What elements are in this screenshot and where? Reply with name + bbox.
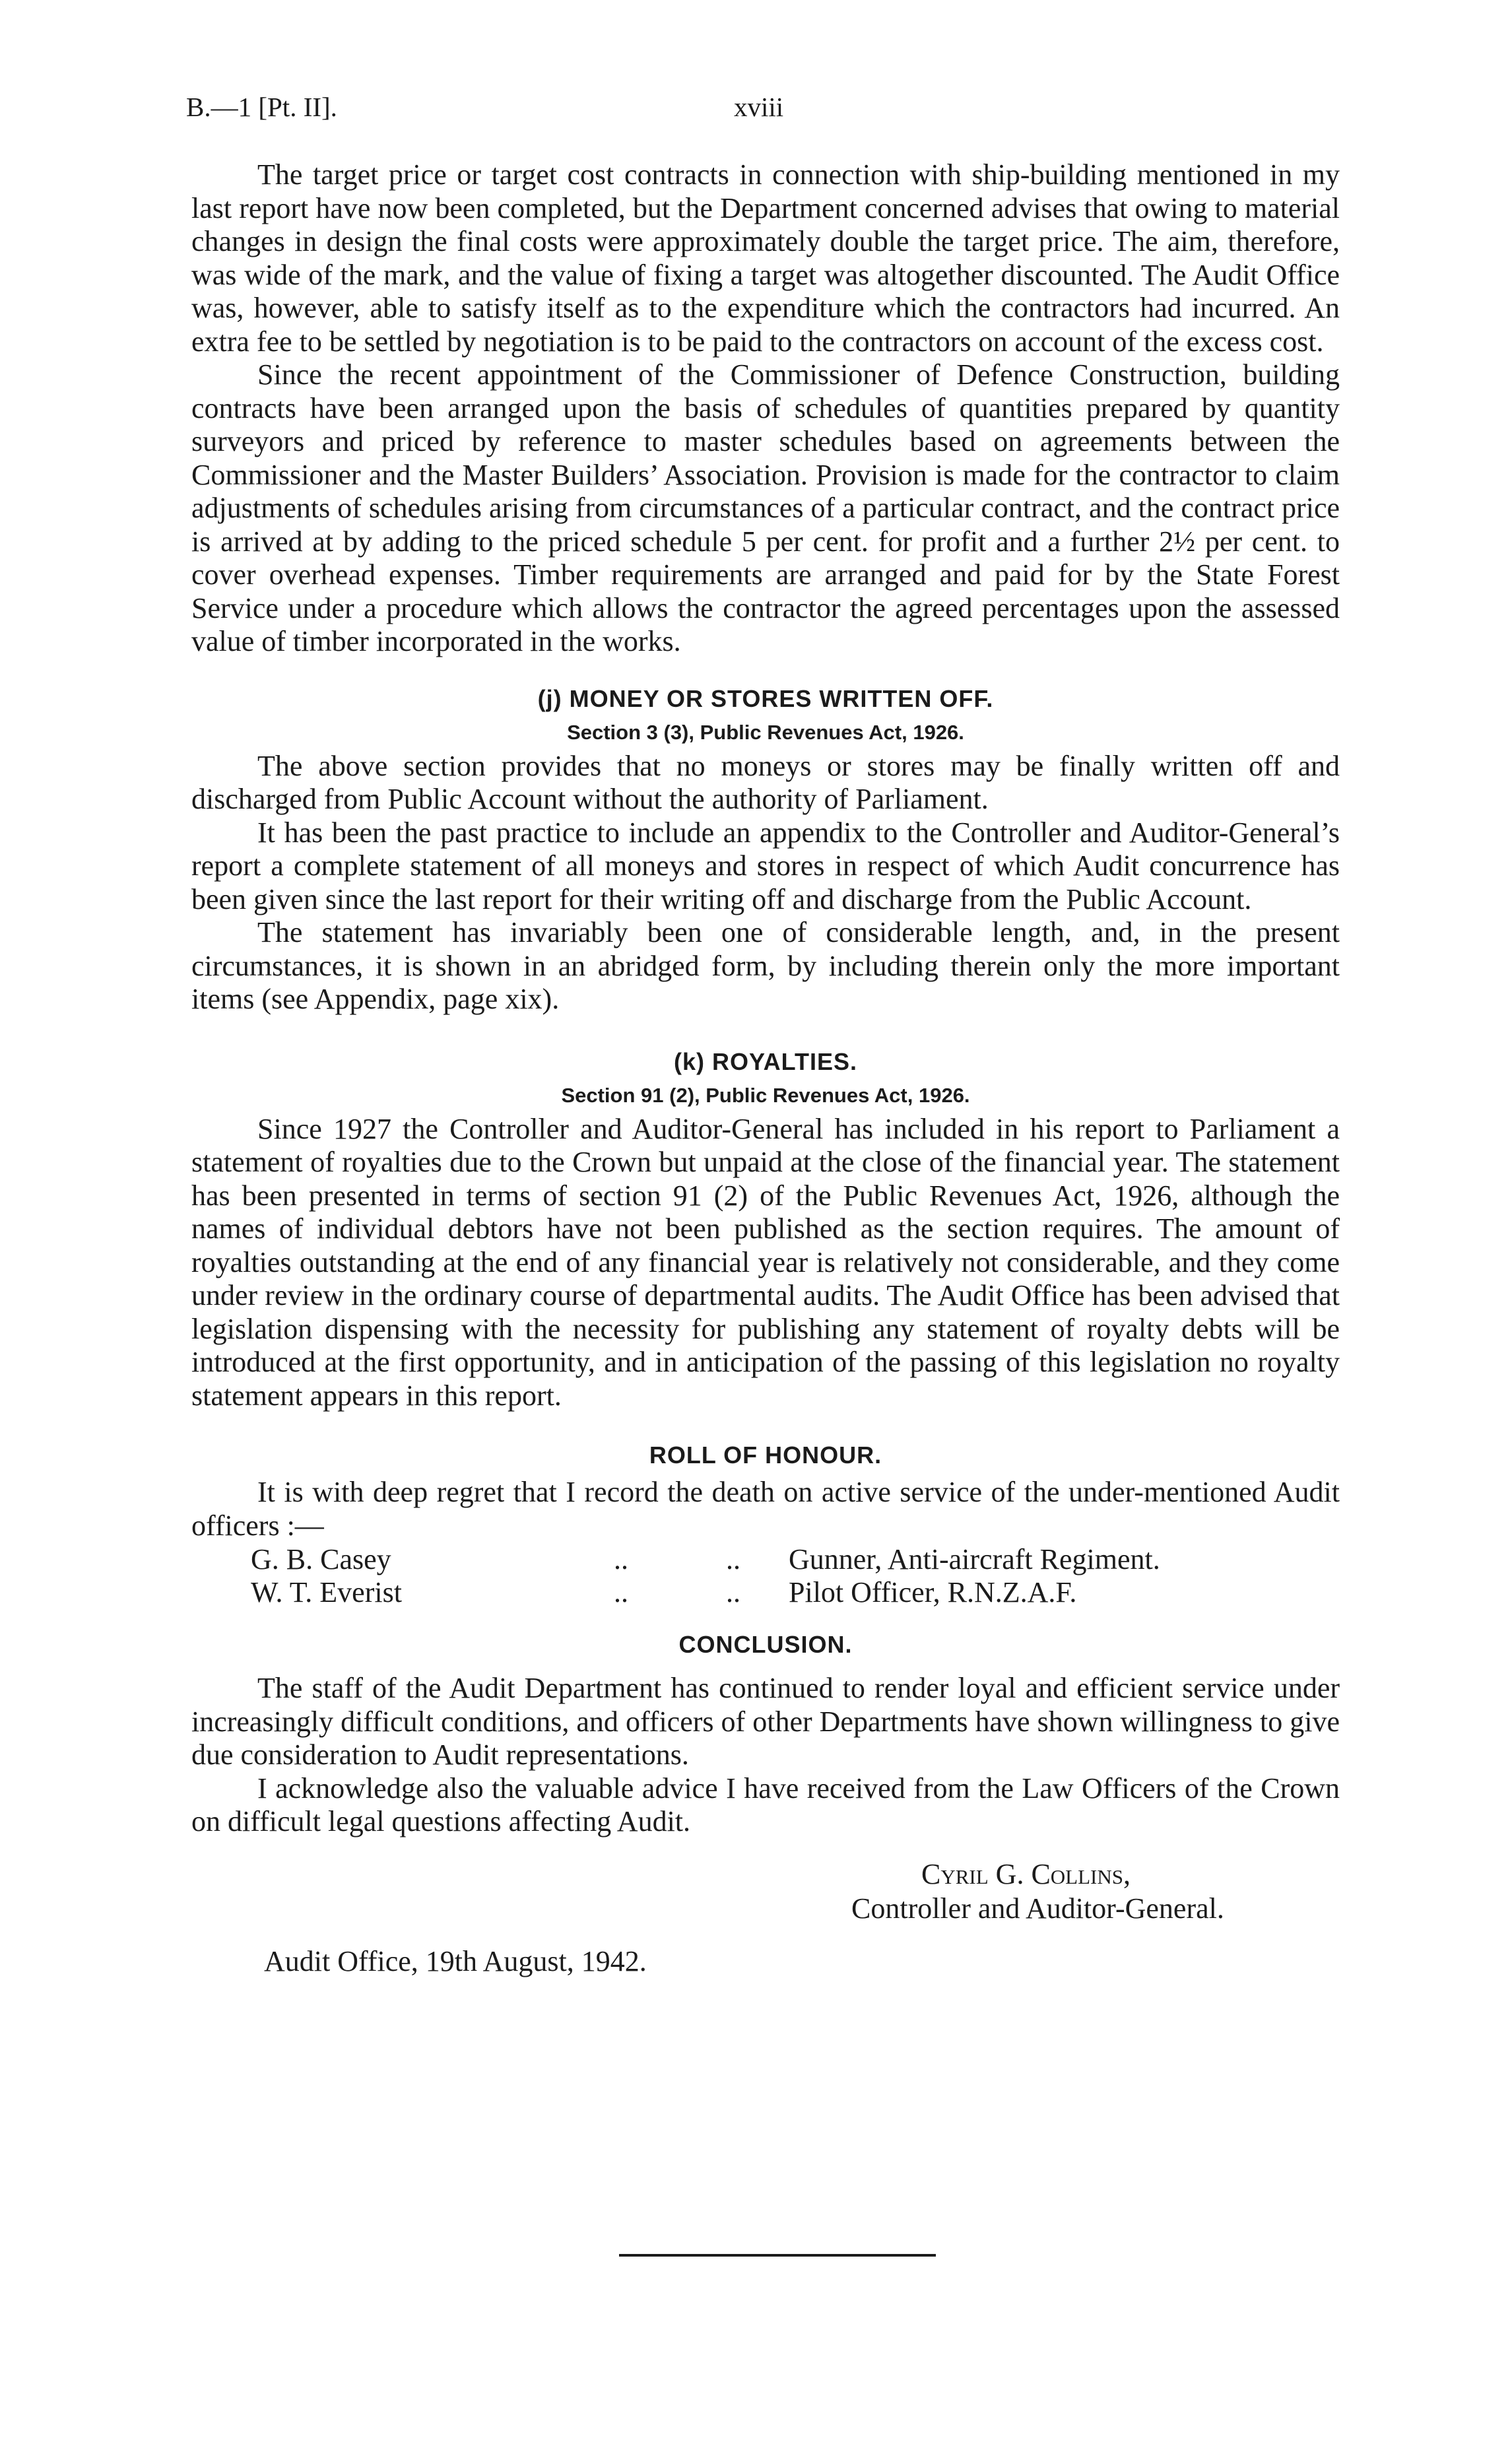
roll-of-honour-heading: ROLL OF HONOUR. — [649, 1441, 882, 1469]
leader-dots: .. — [614, 1576, 628, 1608]
paragraph-building-contracts: Since the recent appointment of the Commissioner of Defence Construction, building contracts have been arranged upon the basis of schedules of quantities prepared by quantity surveyors and priced by reference to master schedules based on agreements between the Commissioner and the Master Builders’ Association. Provision is made for the contractor to claim adjustments of schedules arising from circumstances of a particular contract, and the contract price is arrived at by adding to the priced schedule 5 per cent. for profit and a further 2½ per cent. to cover overhead expenses. Timber requirements are arranged and paid for by the State Forest Service under a procedure which allows the contractor the agreed percentages upon the assessed value of timber incorporated in the works. — [191, 358, 1340, 657]
leader-dots: .. — [726, 1543, 740, 1575]
section-j-subheading: Section 3 (3), Public Revenues Act, 1926. — [567, 720, 964, 744]
officer-name: G. B. Casey — [251, 1543, 391, 1575]
paragraph-roll-intro: It is with deep regret that I record the death on active service of the under-mentioned Audit officers :— — [191, 1476, 1340, 1542]
roll-entry — [191, 1575, 1340, 1608]
paragraph-conclusion-1: The staff of the Audit Department has continued to render loyal and efficient service under increasingly difficult conditions, and officers of other Departments have shown willingness to give due consideration to Audit representations. — [191, 1672, 1340, 1771]
leader-dots: .. — [614, 1543, 628, 1575]
paragraph-target-price: The target price or target cost contracts in connection with ship-building mentioned in my last report have now been completed, but the Department concerned advises that owing to material changes in design the final costs were approximately double the target price. The aim, therefore, was wide of the mark, and the value of fixing a target was altogether discounted. The Audit Office was, however, able to satisfy itself as to the expenditure which the contractors had incurred. An extra fee to be settled by negotiation is to be paid to the contractors on account of the excess cost. — [191, 158, 1340, 358]
conclusion-heading: CONCLUSION. — [678, 1631, 853, 1658]
section-k-heading: (k) ROYALTIES. — [673, 1047, 858, 1075]
officer-rank: Gunner, Anti-aircraft Regiment. — [789, 1543, 1160, 1575]
paragraph-royalties: Since 1927 the Controller and Auditor-General has included in his report to Parliament a statement of royalties due to the Crown but unpaid at the close of the financial year. The statement has been presented in terms of section 91 (2) of the Public Revenues Act, 1926, although the names of individual debtors have not been published as the section requires. The amount of royalties outstanding at the end of any financial year is relatively not considerable, and they come under review in the ordinary course of departmental audits. The Audit Office has been advised that legislation dispensing with the necessity for publishing any statement of royalty debts will be introduced at the first opportunity, and in anticipation of the passing of this legislation no royalty statement appears in this report. — [191, 1112, 1340, 1412]
signatory-name: Cyril G. Collins, — [921, 1857, 1131, 1890]
page-number: xviii — [734, 92, 784, 122]
paragraph-written-off-3: The statement has invariably been one of considerable length, and, in the present circumstances, it is shown in an abridged form, by including therein only the more important items (see Appendix, page xix). — [191, 916, 1340, 1015]
roll-entry — [191, 1542, 1340, 1575]
paragraph-conclusion-2: I acknowledge also the valuable advice I have received from the Law Officers of the Crown on difficult legal questions affecting Audit. — [191, 1771, 1340, 1837]
paragraph-written-off-1: The above section provides that no moneys or stores may be finally written off and discharged from Public Account without the authority of Parliament. — [191, 749, 1340, 815]
section-j-heading: (j) MONEY OR STORES WRITTEN OFF. — [537, 684, 994, 712]
document-body — [191, 158, 1340, 1979]
paragraph-written-off-2: It has been the past practice to include an appendix to the Controller and Auditor-General’s report a complete statement of all moneys and stores in respect of which Audit concurrence has been given since the last report for their writing off and discharge from the Public Account. — [191, 816, 1340, 915]
officer-name: W. T. Everist — [251, 1576, 402, 1608]
officer-rank: Pilot Officer, R.N.Z.A.F. — [789, 1576, 1077, 1608]
closing-rule — [619, 2254, 936, 2257]
document-reference: B.—1 [Pt. II]. — [186, 92, 337, 122]
section-k-subheading: Section 91 (2), Public Revenues Act, 1926. — [561, 1083, 970, 1107]
leader-dots: .. — [726, 1576, 740, 1608]
signatory-title: Controller and Auditor-General. — [851, 1892, 1224, 1925]
signature-block — [191, 1857, 1340, 1979]
page-header — [186, 91, 1512, 131]
place-and-date: Audit Office, 19th August, 1942. — [264, 1944, 647, 1977]
